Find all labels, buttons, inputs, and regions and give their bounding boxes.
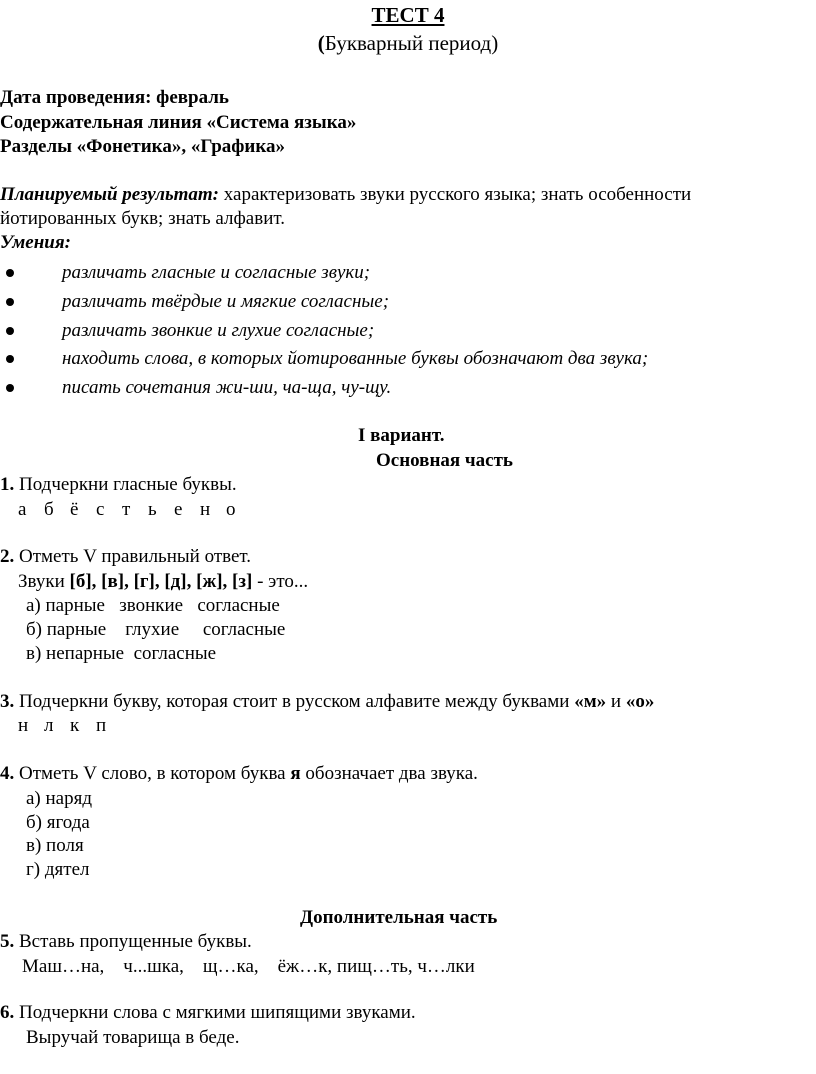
- letter: н: [18, 715, 29, 736]
- bullet-icon: [6, 298, 14, 306]
- content-line: Содержательная линия «Система языка»: [0, 112, 357, 133]
- question-5: 5. Вставь пропущенные буквы.: [0, 931, 252, 952]
- question-4: 4. Отметь V слово, в котором буква я обозначает два звука.: [0, 763, 478, 784]
- variant-title: I вариант.: [358, 425, 445, 446]
- main-part-heading: Основная часть: [376, 450, 513, 471]
- question-6: 6. Подчеркни слова с мягкими шипящими звуками.: [0, 1002, 416, 1023]
- q4-option-d: г) дятел: [26, 859, 90, 880]
- q2-option-c: в) непарные согласные: [26, 643, 217, 664]
- question-3: 3. Подчеркни букву, которая стоит в русском алфавите между буквами «м» и «о»: [0, 691, 655, 712]
- planned-result: Планируемый результат: характеризовать звуки русского языка; знать особенности: [0, 184, 692, 205]
- skill-item: различать звонкие и глухие согласные;: [0, 320, 816, 342]
- skill-item: находить слова, в которых йотированные буквы обозначают два звука;: [0, 348, 816, 370]
- letter: а: [18, 499, 27, 520]
- question-2: 2. Отметь V правильный ответ.: [0, 546, 252, 567]
- letter: ь: [148, 499, 157, 520]
- planned-result-cont: йотированных букв; знать алфавит.: [0, 208, 285, 229]
- bullet-icon: [6, 355, 14, 363]
- letter: н: [200, 499, 211, 520]
- letter: т: [122, 499, 131, 520]
- bullet-icon: [6, 269, 14, 277]
- q1-letters: [18, 500, 252, 521]
- letter: л: [44, 715, 54, 736]
- date-line: Дата проведения: февраль: [0, 87, 229, 108]
- q3-letters: [18, 716, 122, 737]
- q6-sentence: Выручай товарища в беде.: [26, 1027, 240, 1048]
- skill-item: различать гласные и согласные звуки;: [0, 262, 816, 284]
- letter: к: [70, 715, 80, 736]
- bullet-icon: [6, 327, 14, 335]
- page-title: ТЕСТ 4: [371, 3, 445, 27]
- q2-option-a: а) парные звонкие согласные: [26, 595, 280, 616]
- skill-item: писать сочетания жи-ши, ча-ща, чу-щу.: [0, 377, 816, 399]
- letter: о: [226, 499, 236, 520]
- letter: е: [174, 499, 183, 520]
- q4-option-a: а) наряд: [26, 788, 93, 809]
- question-1: 1. Подчеркни гласные буквы.: [0, 474, 237, 495]
- letter: п: [96, 715, 107, 736]
- q2-option-b: б) парные глухие согласные: [26, 619, 286, 640]
- letter: с: [96, 499, 105, 520]
- extra-part-heading: Дополнительная часть: [300, 907, 498, 928]
- q2-stem: Звуки [б], [в], [г], [д], [ж], [з] - это...: [18, 571, 309, 592]
- q5-words: Маш…на, ч...шка, щ…ка, ёж…к, пищ…ть, ч…лки: [22, 956, 475, 977]
- skill-item: различать твёрдые и мягкие согласные;: [0, 291, 816, 313]
- sections-line: Разделы «Фонетика», «Графика»: [0, 136, 286, 157]
- q4-option-b: б) ягода: [26, 812, 90, 833]
- letter: ё: [70, 499, 79, 520]
- letter: б: [44, 499, 54, 520]
- bullet-icon: [6, 384, 14, 392]
- skills-label: Умения:: [0, 232, 71, 253]
- q4-option-c: в) поля: [26, 835, 84, 856]
- page-subtitle: (Букварный период): [317, 31, 499, 55]
